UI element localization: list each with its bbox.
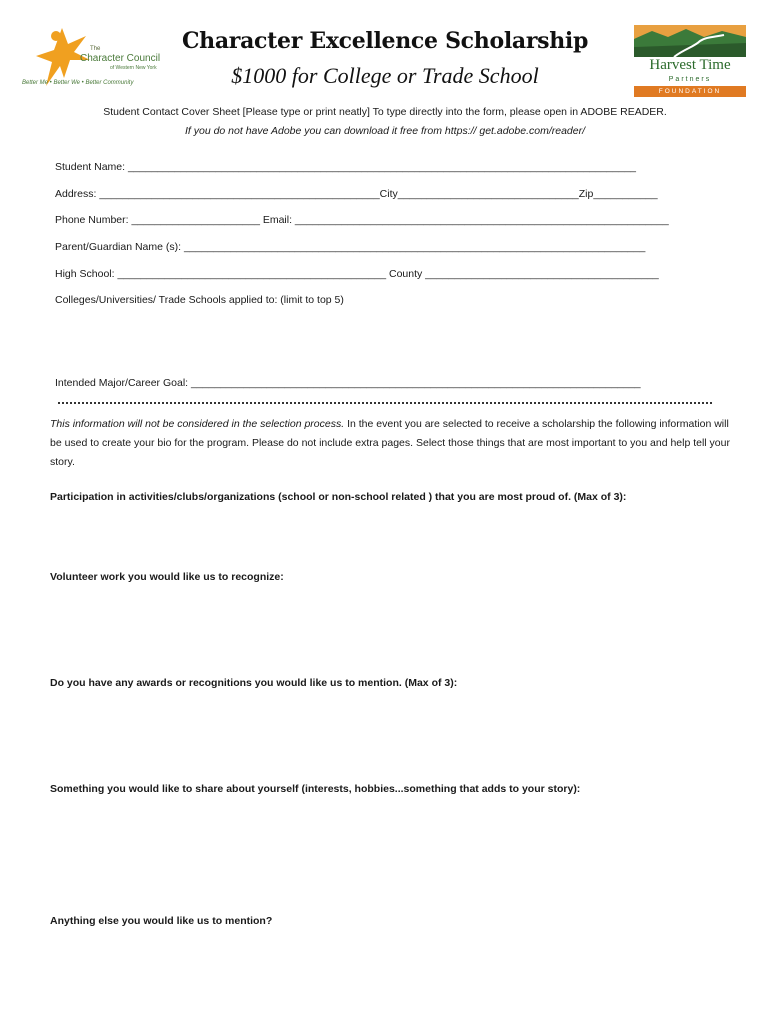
colleges-applied-field[interactable]: Colleges/Universities/ Trade Schools applied to: (limit to top 5) [55,294,344,306]
selection-notice [50,415,730,472]
logo-harvest-name: Harvest Time [649,57,731,73]
adobe-download-note: If you do not have Adobe you can download it free from https:// get.adobe.com/reader/ [184,125,586,137]
logo-foundation: FOUNDATION [634,86,746,97]
volunteer-question: Volunteer work you would like us to recognize: [50,571,284,583]
logo-tagline: Better Me • Better We • Better Community [22,80,134,86]
landscape-icon [634,25,746,57]
selection-notice-italic: This information will not be considered in the selection process. [50,418,345,430]
participation-question: Participation in activities/clubs/organizations (school or non-school related ) that you are most proud of. (Max of 3): [50,491,627,503]
high-school-county-field[interactable]: High School: ______________________________________________ County ________________________________________ [55,268,659,280]
phone-email-field[interactable]: Phone Number: ______________________ Email: ________________________________________________________________ [55,214,669,226]
cover-sheet-instructions: Student Contact Cover Sheet [Please type or print neatly] To type directly into the form, please open in ADOBE READER. [103,106,667,118]
guardian-name-field[interactable]: Parent/Guardian Name (s): _______________________________________________________________________________ [55,241,646,253]
logo-sub-text: of Western New York [110,65,157,71]
share-question: Something you would like to share about yourself (interests, hobbies...something that adds to your story): [50,783,581,795]
intended-major-field[interactable]: Intended Major/Career Goal: _____________________________________________________________________________ [55,377,641,389]
address-field[interactable]: Address: ________________________________________________City_______________________________Zip___________ [55,188,658,200]
selection-notice-text: In the event you are selected to receive a scholarship the following information will be used to create your bio for the program. Please do not include extra pages. Select those things that are most important to you and help tell your story. [50,418,730,468]
awards-question: Do you have any awards or recognitions you would like us to mention. (Max of 3): [50,677,458,689]
section-divider [58,402,712,404]
logo-partners: Partners [668,76,712,83]
logo-name-text: Character Council [80,53,161,64]
logo-the-text: The [90,46,101,52]
student-name-field[interactable]: Student Name: _______________________________________________________________________________________ [55,161,637,173]
page-subtitle: $1000 for College or Trade School [231,63,539,88]
page-title: Character Excellence Scholarship [181,28,589,54]
anything-else-question: Anything else you would like us to mention? [50,915,273,927]
harvest-time-logo [634,25,746,97]
